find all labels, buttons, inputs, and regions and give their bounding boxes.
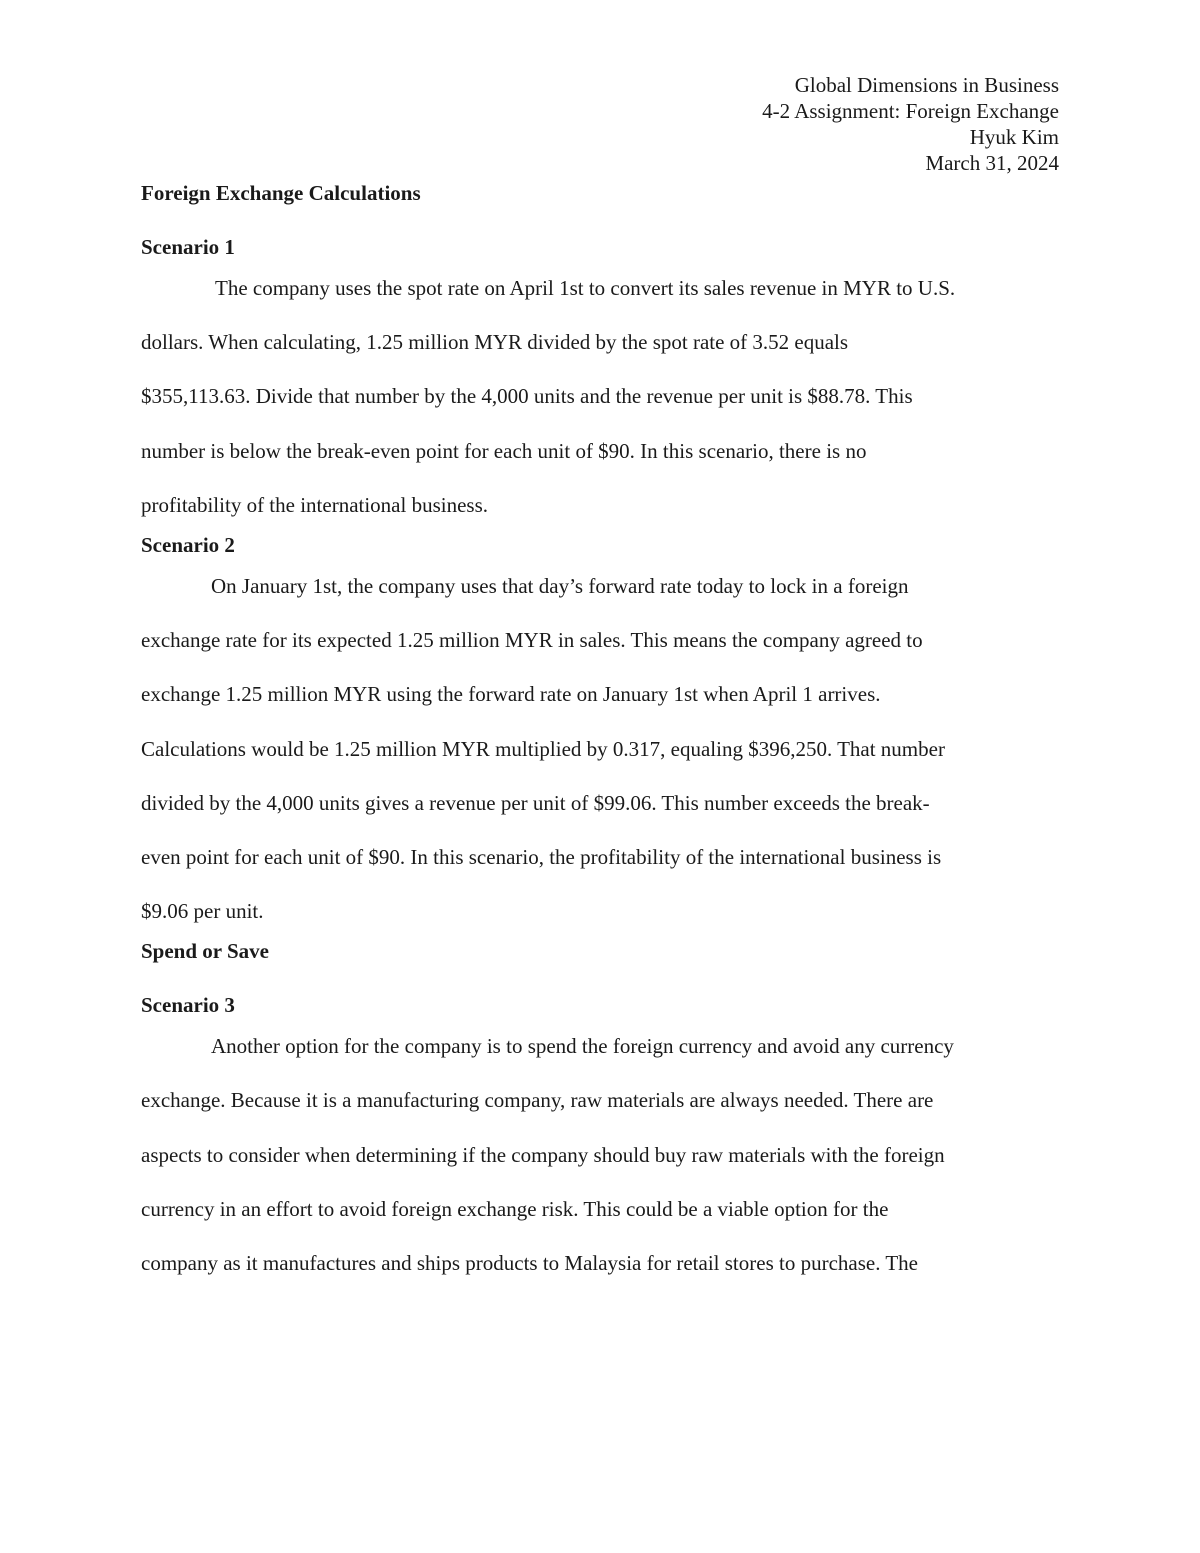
- document-date: March 31, 2024: [925, 151, 1059, 175]
- course-name: Global Dimensions in Business: [794, 73, 1059, 97]
- paragraph-line: dollars. When calculating, 1.25 million MYR divided by the spot rate of 3.52 equals: [141, 330, 849, 355]
- paragraph-line: Another option for the company is to spend the foreign currency and avoid any currency: [211, 1034, 954, 1059]
- section-title-spend-or-save: Spend or Save: [141, 939, 269, 964]
- scenario-3-paragraph: [141, 1019, 1059, 1290]
- paragraph-line: $355,113.63. Divide that number by the 4,000 units and the revenue per unit is $88.78. This: [141, 384, 913, 409]
- paragraph-line: exchange. Because it is a manufacturing company, raw materials are always needed. There are: [141, 1088, 934, 1113]
- section-title-foreign-exchange: Foreign Exchange Calculations: [141, 181, 421, 205]
- paragraph-line: Calculations would be 1.25 million MYR multiplied by 0.317, equaling $396,250. That number: [141, 736, 945, 761]
- document-header: [762, 72, 1059, 176]
- paragraph-line: profitability of the international business.: [141, 492, 489, 517]
- scenario-1-paragraph: [141, 261, 1059, 532]
- paragraph-line: exchange 1.25 million MYR using the forward rate on January 1st when April 1 arrives.: [141, 682, 881, 707]
- paragraph-line: $9.06 per unit.: [141, 899, 264, 924]
- author-name: Hyuk Kim: [969, 125, 1059, 149]
- paragraph-line: exchange rate for its expected 1.25 million MYR in sales. This means the company agreed to: [141, 628, 923, 653]
- scenario-2-paragraph: [141, 559, 1059, 938]
- paragraph-line: On January 1st, the company uses that day’s forward rate today to lock in a foreign: [211, 573, 909, 598]
- paragraph-line: aspects to consider when determining if the company should buy raw materials with the foreign: [141, 1142, 945, 1167]
- paragraph-line: currency in an effort to avoid foreign exchange risk. This could be a viable option for the: [141, 1196, 889, 1221]
- scenario-1-heading: Scenario 1: [141, 235, 235, 259]
- paragraph-line: even point for each unit of $90. In this scenario, the profitability of the international business is: [141, 844, 942, 869]
- scenario-2-heading: Scenario 2: [141, 532, 235, 557]
- paragraph-line: divided by the 4,000 units gives a revenue per unit of $99.06. This number exceeds the break-: [141, 790, 930, 815]
- scenario-3-heading: Scenario 3: [141, 993, 235, 1018]
- paragraph-line: The company uses the spot rate on April 1st to convert its sales revenue in MYR to U.S.: [215, 276, 956, 300]
- document-body: [141, 180, 1059, 1290]
- paragraph-line: number is below the break-even point for each unit of $90. In this scenario, there is no: [141, 438, 867, 463]
- assignment-title: 4-2 Assignment: Foreign Exchange: [762, 99, 1059, 123]
- paragraph-line: company as it manufactures and ships products to Malaysia for retail stores to purchase. The: [141, 1251, 918, 1275]
